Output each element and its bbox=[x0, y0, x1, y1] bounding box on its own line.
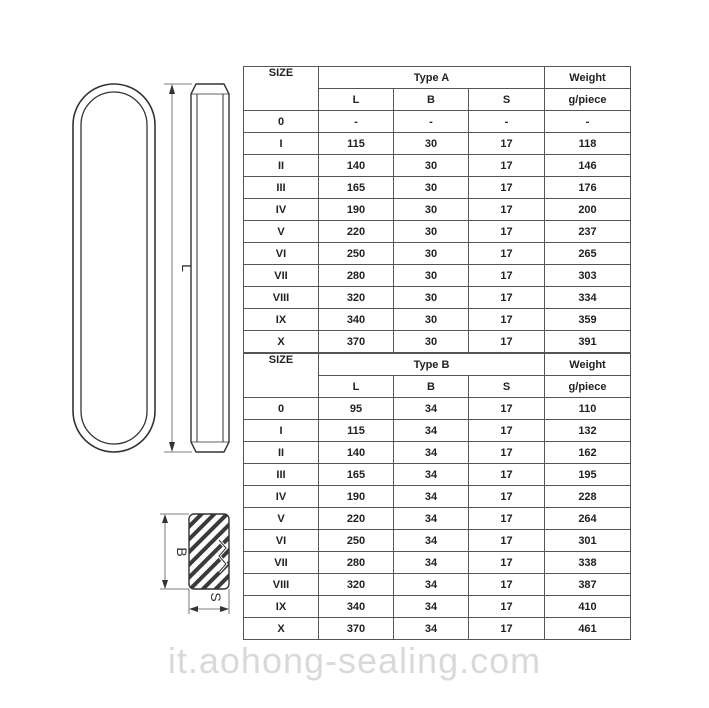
l-cell: 370 bbox=[319, 331, 394, 353]
weight-cell: 338 bbox=[545, 552, 631, 574]
weight-cell: 301 bbox=[545, 530, 631, 552]
b-cell: 30 bbox=[394, 155, 469, 177]
s-cell: 17 bbox=[469, 287, 545, 309]
size-cell: IX bbox=[244, 596, 319, 618]
weight-cell: 200 bbox=[545, 199, 631, 221]
b-cell: 34 bbox=[394, 442, 469, 464]
b-cell: 30 bbox=[394, 309, 469, 331]
weight-cell: 461 bbox=[545, 618, 631, 640]
size-cell: III bbox=[244, 464, 319, 486]
b-cell: 34 bbox=[394, 530, 469, 552]
s-cell: 17 bbox=[469, 508, 545, 530]
l-cell: 340 bbox=[319, 596, 394, 618]
table-header-row bbox=[244, 67, 631, 89]
s-cell: 17 bbox=[469, 331, 545, 353]
weight-cell: 228 bbox=[545, 486, 631, 508]
s-cell: 17 bbox=[469, 530, 545, 552]
table-row bbox=[244, 133, 631, 155]
weight-header: Weight bbox=[545, 67, 631, 89]
s-cell: 17 bbox=[469, 574, 545, 596]
b-cell: 30 bbox=[394, 243, 469, 265]
l-cell: 220 bbox=[319, 508, 394, 530]
weight-cell: 195 bbox=[545, 464, 631, 486]
size-header: SIZE bbox=[244, 67, 319, 111]
size-cell: VIII bbox=[244, 287, 319, 309]
size-header: SIZE bbox=[244, 354, 319, 398]
weight-cell: 110 bbox=[545, 398, 631, 420]
weight-unit-header: g/piece bbox=[545, 376, 631, 398]
size-cell: IV bbox=[244, 199, 319, 221]
weight-cell: 387 bbox=[545, 574, 631, 596]
weight-cell: 132 bbox=[545, 420, 631, 442]
size-cell: 0 bbox=[244, 398, 319, 420]
table-row bbox=[244, 221, 631, 243]
weight-cell: 391 bbox=[545, 331, 631, 353]
l-cell: 280 bbox=[319, 265, 394, 287]
size-cell: X bbox=[244, 331, 319, 353]
table-row bbox=[244, 464, 631, 486]
s-cell: 17 bbox=[469, 618, 545, 640]
b-cell: 34 bbox=[394, 508, 469, 530]
s-cell: 17 bbox=[469, 221, 545, 243]
dim-label-b: B bbox=[174, 547, 190, 557]
s-cell: 17 bbox=[469, 596, 545, 618]
table-row bbox=[244, 199, 631, 221]
weight-cell: - bbox=[545, 111, 631, 133]
weight-cell: 265 bbox=[545, 243, 631, 265]
l-cell: 220 bbox=[319, 221, 394, 243]
b-cell: 34 bbox=[394, 398, 469, 420]
s-cell: 17 bbox=[469, 155, 545, 177]
table-row bbox=[244, 552, 631, 574]
size-cell: I bbox=[244, 420, 319, 442]
table-row bbox=[244, 155, 631, 177]
b-cell: - bbox=[394, 111, 469, 133]
size-cell: IV bbox=[244, 486, 319, 508]
b-cell: 30 bbox=[394, 177, 469, 199]
b-cell: 30 bbox=[394, 265, 469, 287]
s-cell: 17 bbox=[469, 199, 545, 221]
dim-label-s: S bbox=[208, 592, 224, 602]
b-cell: 34 bbox=[394, 486, 469, 508]
b-cell: 34 bbox=[394, 618, 469, 640]
s-cell: 17 bbox=[469, 420, 545, 442]
b-cell: 30 bbox=[394, 199, 469, 221]
size-cell: 0 bbox=[244, 111, 319, 133]
table-row bbox=[244, 574, 631, 596]
s-cell: 17 bbox=[469, 442, 545, 464]
col-b-header: B bbox=[394, 376, 469, 398]
type-a-table bbox=[243, 66, 631, 353]
size-cell: I bbox=[244, 133, 319, 155]
table-row bbox=[244, 442, 631, 464]
l-cell: 250 bbox=[319, 530, 394, 552]
b-cell: 34 bbox=[394, 574, 469, 596]
s-cell: 17 bbox=[469, 177, 545, 199]
side-view bbox=[191, 84, 229, 452]
weight-header: Weight bbox=[545, 354, 631, 376]
l-cell: - bbox=[319, 111, 394, 133]
weight-cell: 410 bbox=[545, 596, 631, 618]
l-cell: 340 bbox=[319, 309, 394, 331]
l-cell: 140 bbox=[319, 442, 394, 464]
l-cell: 190 bbox=[319, 486, 394, 508]
b-cell: 34 bbox=[394, 464, 469, 486]
size-cell: VI bbox=[244, 530, 319, 552]
type-header: Type A bbox=[319, 67, 545, 89]
weight-cell: 359 bbox=[545, 309, 631, 331]
s-cell: 17 bbox=[469, 464, 545, 486]
size-cell: VII bbox=[244, 265, 319, 287]
b-cell: 34 bbox=[394, 420, 469, 442]
table-row bbox=[244, 177, 631, 199]
width-dimension bbox=[160, 514, 190, 589]
weight-cell: 303 bbox=[545, 265, 631, 287]
size-cell: IX bbox=[244, 309, 319, 331]
b-cell: 30 bbox=[394, 287, 469, 309]
weight-cell: 264 bbox=[545, 508, 631, 530]
table-row bbox=[244, 111, 631, 133]
col-s-header: S bbox=[469, 376, 545, 398]
l-cell: 95 bbox=[319, 398, 394, 420]
type-header: Type B bbox=[319, 354, 545, 376]
dim-label-l: L bbox=[179, 264, 195, 272]
l-cell: 250 bbox=[319, 243, 394, 265]
size-cell: III bbox=[244, 177, 319, 199]
col-b-header: B bbox=[394, 89, 469, 111]
weight-cell: 162 bbox=[545, 442, 631, 464]
s-cell: 17 bbox=[469, 243, 545, 265]
size-cell: II bbox=[244, 442, 319, 464]
table-row bbox=[244, 331, 631, 353]
col-s-header: S bbox=[469, 89, 545, 111]
l-cell: 115 bbox=[319, 420, 394, 442]
weight-unit-header: g/piece bbox=[545, 89, 631, 111]
size-cell: VI bbox=[244, 243, 319, 265]
weight-cell: 334 bbox=[545, 287, 631, 309]
thickness-dimension bbox=[189, 589, 229, 614]
table-row bbox=[244, 309, 631, 331]
weight-cell: 176 bbox=[545, 177, 631, 199]
size-cell: X bbox=[244, 618, 319, 640]
table-row bbox=[244, 618, 631, 640]
size-cell: VII bbox=[244, 552, 319, 574]
s-cell: 17 bbox=[469, 133, 545, 155]
l-cell: 370 bbox=[319, 618, 394, 640]
b-cell: 30 bbox=[394, 221, 469, 243]
l-cell: 320 bbox=[319, 287, 394, 309]
watermark-text: it.aohong-sealing.com bbox=[167, 640, 542, 681]
table-row bbox=[244, 596, 631, 618]
table-row bbox=[244, 508, 631, 530]
front-view-ring bbox=[73, 84, 155, 452]
b-cell: 34 bbox=[394, 596, 469, 618]
weight-cell: 237 bbox=[545, 221, 631, 243]
s-cell: - bbox=[469, 111, 545, 133]
table-row bbox=[244, 265, 631, 287]
col-l-header: L bbox=[319, 376, 394, 398]
type-b-table bbox=[243, 353, 631, 640]
s-cell: 17 bbox=[469, 398, 545, 420]
col-l-header: L bbox=[319, 89, 394, 111]
l-cell: 280 bbox=[319, 552, 394, 574]
l-cell: 190 bbox=[319, 199, 394, 221]
table-row bbox=[244, 398, 631, 420]
l-cell: 140 bbox=[319, 155, 394, 177]
size-cell: VIII bbox=[244, 574, 319, 596]
l-cell: 165 bbox=[319, 464, 394, 486]
table-row bbox=[244, 243, 631, 265]
table-row bbox=[244, 287, 631, 309]
weight-cell: 146 bbox=[545, 155, 631, 177]
b-cell: 30 bbox=[394, 331, 469, 353]
s-cell: 17 bbox=[469, 552, 545, 574]
table-row bbox=[244, 420, 631, 442]
size-cell: V bbox=[244, 508, 319, 530]
s-cell: 17 bbox=[469, 265, 545, 287]
cross-section bbox=[189, 514, 229, 589]
gasket-drawing bbox=[0, 0, 240, 620]
l-cell: 165 bbox=[319, 177, 394, 199]
s-cell: 17 bbox=[469, 486, 545, 508]
table-row bbox=[244, 530, 631, 552]
l-cell: 320 bbox=[319, 574, 394, 596]
b-cell: 30 bbox=[394, 133, 469, 155]
table-header-row bbox=[244, 354, 631, 376]
b-cell: 34 bbox=[394, 552, 469, 574]
weight-cell: 118 bbox=[545, 133, 631, 155]
l-cell: 115 bbox=[319, 133, 394, 155]
size-cell: II bbox=[244, 155, 319, 177]
size-cell: V bbox=[244, 221, 319, 243]
table-row bbox=[244, 486, 631, 508]
s-cell: 17 bbox=[469, 309, 545, 331]
